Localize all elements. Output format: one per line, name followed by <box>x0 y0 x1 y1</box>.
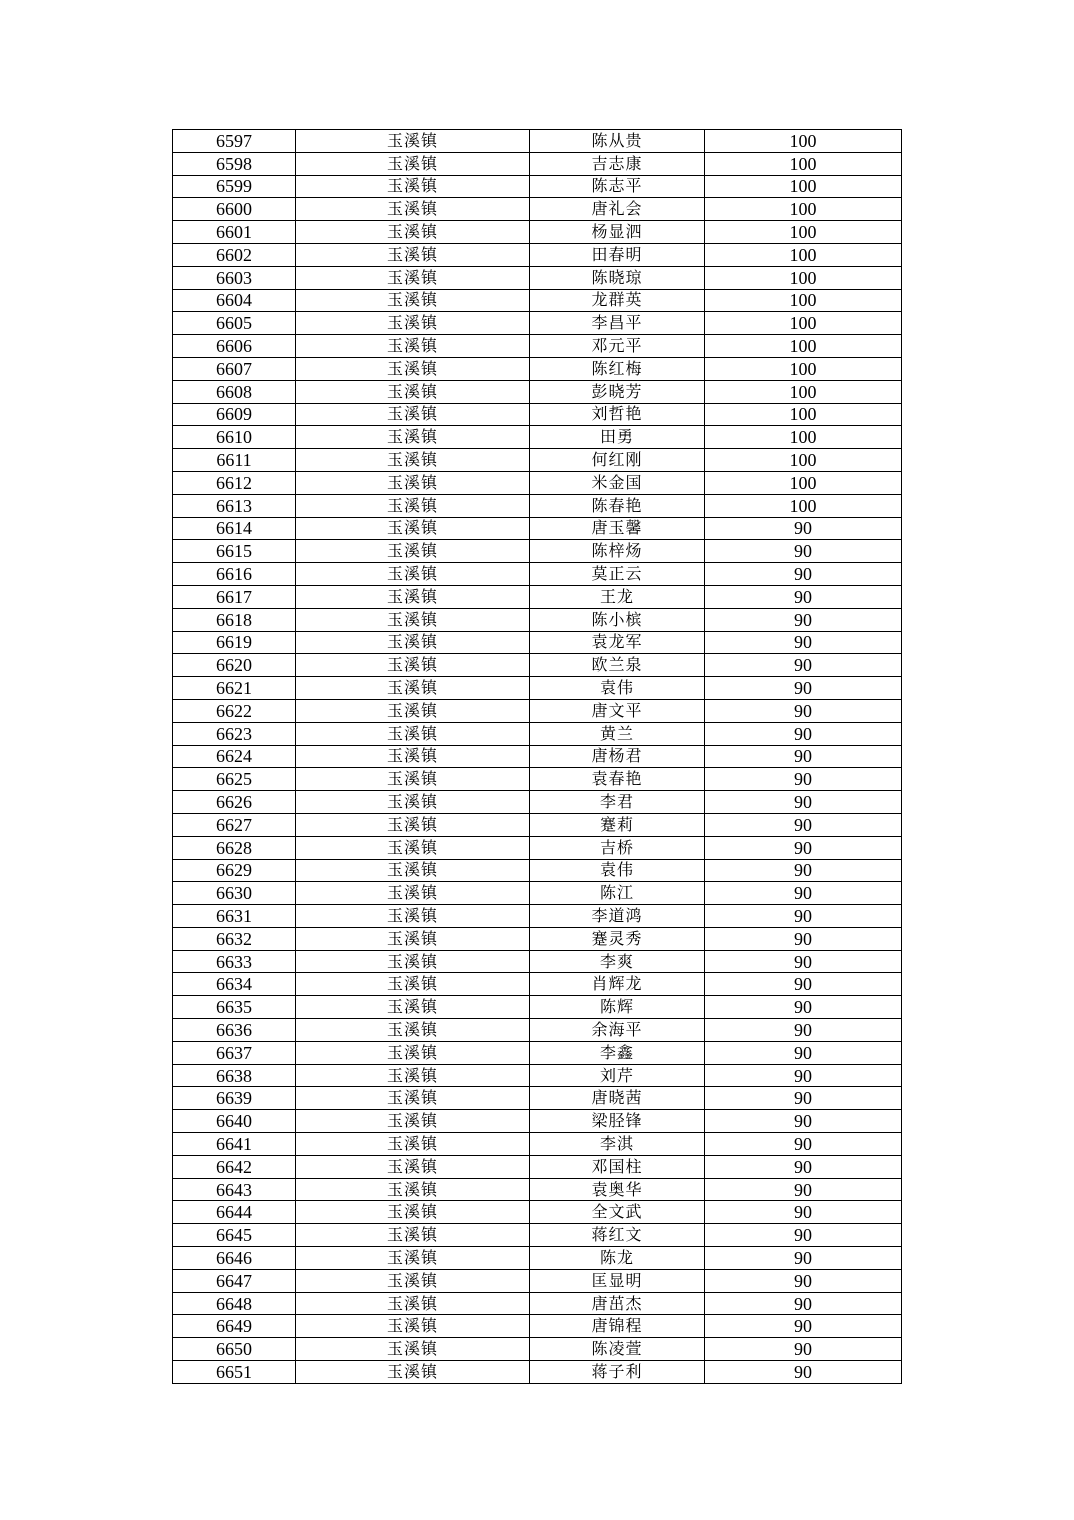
row-number-cell: 6634 <box>173 973 296 996</box>
row-number-cell: 6619 <box>173 631 296 654</box>
amount-cell: 100 <box>705 471 902 494</box>
row-number-cell: 6600 <box>173 198 296 221</box>
row-number-cell: 6632 <box>173 927 296 950</box>
row-number-cell: 6618 <box>173 608 296 631</box>
table-row <box>173 517 902 540</box>
amount-cell: 90 <box>705 1133 902 1156</box>
town-cell: 玉溪镇 <box>296 289 530 312</box>
person-name-cell: 蒋子利 <box>530 1361 705 1384</box>
amount-cell: 90 <box>705 859 902 882</box>
row-number-cell: 6601 <box>173 221 296 244</box>
town-cell: 玉溪镇 <box>296 312 530 335</box>
town-cell: 玉溪镇 <box>296 1361 530 1384</box>
amount-cell: 90 <box>705 768 902 791</box>
amount-cell: 90 <box>705 1064 902 1087</box>
amount-cell: 100 <box>705 357 902 380</box>
person-name-cell: 陈春艳 <box>530 494 705 517</box>
table-row <box>173 243 902 266</box>
town-cell: 玉溪镇 <box>296 449 530 472</box>
town-cell: 玉溪镇 <box>296 836 530 859</box>
table-row <box>173 699 902 722</box>
town-cell: 玉溪镇 <box>296 1315 530 1338</box>
person-name-cell: 黄兰 <box>530 722 705 745</box>
row-number-cell: 6651 <box>173 1361 296 1384</box>
person-name-cell: 刘哲艳 <box>530 403 705 426</box>
row-number-cell: 6613 <box>173 494 296 517</box>
town-cell: 玉溪镇 <box>296 426 530 449</box>
town-cell: 玉溪镇 <box>296 266 530 289</box>
row-number-cell: 6636 <box>173 1019 296 1042</box>
table-row <box>173 950 902 973</box>
table-row <box>173 1269 902 1292</box>
table-row <box>173 1064 902 1087</box>
town-cell: 玉溪镇 <box>296 471 530 494</box>
table-row <box>173 608 902 631</box>
row-number-cell: 6607 <box>173 357 296 380</box>
person-name-cell: 全文武 <box>530 1201 705 1224</box>
person-name-cell: 唐玉馨 <box>530 517 705 540</box>
town-cell: 玉溪镇 <box>296 745 530 768</box>
amount-cell: 90 <box>705 608 902 631</box>
amount-cell: 90 <box>705 563 902 586</box>
table-row <box>173 1133 902 1156</box>
person-name-cell: 米金国 <box>530 471 705 494</box>
row-number-cell: 6621 <box>173 677 296 700</box>
row-number-cell: 6599 <box>173 175 296 198</box>
row-number-cell: 6645 <box>173 1224 296 1247</box>
row-number-cell: 6642 <box>173 1155 296 1178</box>
town-cell: 玉溪镇 <box>296 996 530 1019</box>
amount-cell: 90 <box>705 722 902 745</box>
town-cell: 玉溪镇 <box>296 1338 530 1361</box>
person-name-cell: 彭晓芳 <box>530 380 705 403</box>
row-number-cell: 6602 <box>173 243 296 266</box>
town-cell: 玉溪镇 <box>296 357 530 380</box>
person-name-cell: 袁伟 <box>530 859 705 882</box>
amount-cell: 90 <box>705 745 902 768</box>
table-row <box>173 449 902 472</box>
person-name-cell: 蹇灵秀 <box>530 927 705 950</box>
table-row <box>173 677 902 700</box>
person-name-cell: 唐杨君 <box>530 745 705 768</box>
town-cell: 玉溪镇 <box>296 654 530 677</box>
town-cell: 玉溪镇 <box>296 1064 530 1087</box>
row-number-cell: 6617 <box>173 585 296 608</box>
person-name-cell: 李昌平 <box>530 312 705 335</box>
person-name-cell: 陈小槟 <box>530 608 705 631</box>
person-name-cell: 田勇 <box>530 426 705 449</box>
person-name-cell: 邓元平 <box>530 335 705 358</box>
table-row <box>173 403 902 426</box>
table-row <box>173 1292 902 1315</box>
town-cell: 玉溪镇 <box>296 905 530 928</box>
row-number-cell: 6597 <box>173 130 296 153</box>
amount-cell: 90 <box>705 1178 902 1201</box>
amount-cell: 90 <box>705 540 902 563</box>
table-row <box>173 130 902 153</box>
town-cell: 玉溪镇 <box>296 1178 530 1201</box>
table-row <box>173 540 902 563</box>
table-row <box>173 973 902 996</box>
row-number-cell: 6614 <box>173 517 296 540</box>
table-row <box>173 1247 902 1270</box>
town-cell: 玉溪镇 <box>296 813 530 836</box>
amount-cell: 90 <box>705 699 902 722</box>
row-number-cell: 6644 <box>173 1201 296 1224</box>
row-number-cell: 6633 <box>173 950 296 973</box>
person-name-cell: 何红刚 <box>530 449 705 472</box>
town-cell: 玉溪镇 <box>296 768 530 791</box>
amount-cell: 100 <box>705 221 902 244</box>
row-number-cell: 6624 <box>173 745 296 768</box>
table-row <box>173 198 902 221</box>
town-cell: 玉溪镇 <box>296 540 530 563</box>
person-name-cell: 李道鸿 <box>530 905 705 928</box>
town-cell: 玉溪镇 <box>296 1041 530 1064</box>
table-row <box>173 813 902 836</box>
amount-cell: 100 <box>705 494 902 517</box>
person-name-cell: 陈晓琼 <box>530 266 705 289</box>
person-name-cell: 陈梓炀 <box>530 540 705 563</box>
amount-cell: 90 <box>705 1338 902 1361</box>
person-name-cell: 陈龙 <box>530 1247 705 1270</box>
table-row <box>173 768 902 791</box>
row-number-cell: 6598 <box>173 152 296 175</box>
town-cell: 玉溪镇 <box>296 175 530 198</box>
row-number-cell: 6604 <box>173 289 296 312</box>
table-row <box>173 631 902 654</box>
person-name-cell: 吉志康 <box>530 152 705 175</box>
table-row <box>173 1224 902 1247</box>
person-name-cell: 陈从贵 <box>530 130 705 153</box>
table-row <box>173 380 902 403</box>
row-number-cell: 6603 <box>173 266 296 289</box>
table-row <box>173 312 902 335</box>
table-row <box>173 905 902 928</box>
table-row <box>173 585 902 608</box>
row-number-cell: 6623 <box>173 722 296 745</box>
person-name-cell: 唐礼会 <box>530 198 705 221</box>
town-cell: 玉溪镇 <box>296 243 530 266</box>
person-name-cell: 唐锦程 <box>530 1315 705 1338</box>
table-row <box>173 859 902 882</box>
table-row <box>173 836 902 859</box>
town-cell: 玉溪镇 <box>296 1133 530 1156</box>
town-cell: 玉溪镇 <box>296 1269 530 1292</box>
town-cell: 玉溪镇 <box>296 950 530 973</box>
person-name-cell: 梁胫锋 <box>530 1110 705 1133</box>
town-cell: 玉溪镇 <box>296 380 530 403</box>
row-number-cell: 6648 <box>173 1292 296 1315</box>
amount-cell: 90 <box>705 996 902 1019</box>
person-name-cell: 唐茁杰 <box>530 1292 705 1315</box>
amount-cell: 90 <box>705 905 902 928</box>
person-name-cell: 莫正云 <box>530 563 705 586</box>
town-cell: 玉溪镇 <box>296 1292 530 1315</box>
amount-cell: 100 <box>705 175 902 198</box>
amount-cell: 90 <box>705 813 902 836</box>
row-number-cell: 6611 <box>173 449 296 472</box>
person-name-cell: 余海平 <box>530 1019 705 1042</box>
amount-cell: 90 <box>705 585 902 608</box>
person-name-cell: 袁龙军 <box>530 631 705 654</box>
amount-cell: 90 <box>705 1315 902 1338</box>
table-row <box>173 1041 902 1064</box>
town-cell: 玉溪镇 <box>296 1110 530 1133</box>
row-number-cell: 6608 <box>173 380 296 403</box>
amount-cell: 90 <box>705 654 902 677</box>
person-name-cell: 陈红梅 <box>530 357 705 380</box>
town-cell: 玉溪镇 <box>296 1155 530 1178</box>
table-row <box>173 1155 902 1178</box>
amount-cell: 90 <box>705 1019 902 1042</box>
row-number-cell: 6629 <box>173 859 296 882</box>
table-row <box>173 1178 902 1201</box>
town-cell: 玉溪镇 <box>296 608 530 631</box>
amount-cell: 90 <box>705 1292 902 1315</box>
amount-cell: 100 <box>705 449 902 472</box>
table-row <box>173 1338 902 1361</box>
amount-cell: 100 <box>705 426 902 449</box>
person-name-cell: 田春明 <box>530 243 705 266</box>
table-row <box>173 471 902 494</box>
person-name-cell: 陈江 <box>530 882 705 905</box>
amount-cell: 100 <box>705 380 902 403</box>
table-row <box>173 996 902 1019</box>
person-name-cell: 陈志平 <box>530 175 705 198</box>
amount-cell: 90 <box>705 1224 902 1247</box>
person-name-cell: 蹇莉 <box>530 813 705 836</box>
row-number-cell: 6631 <box>173 905 296 928</box>
row-number-cell: 6646 <box>173 1247 296 1270</box>
row-number-cell: 6610 <box>173 426 296 449</box>
amount-cell: 100 <box>705 312 902 335</box>
table-row <box>173 494 902 517</box>
town-cell: 玉溪镇 <box>296 1087 530 1110</box>
town-cell: 玉溪镇 <box>296 1201 530 1224</box>
table-row <box>173 1361 902 1384</box>
person-name-cell: 李淇 <box>530 1133 705 1156</box>
table-row <box>173 221 902 244</box>
town-cell: 玉溪镇 <box>296 585 530 608</box>
town-cell: 玉溪镇 <box>296 198 530 221</box>
amount-cell: 90 <box>705 631 902 654</box>
town-cell: 玉溪镇 <box>296 699 530 722</box>
town-cell: 玉溪镇 <box>296 1224 530 1247</box>
person-name-cell: 李爽 <box>530 950 705 973</box>
table-row <box>173 426 902 449</box>
town-cell: 玉溪镇 <box>296 882 530 905</box>
person-name-cell: 邓国柱 <box>530 1155 705 1178</box>
town-cell: 玉溪镇 <box>296 517 530 540</box>
person-name-cell: 李君 <box>530 791 705 814</box>
amount-cell: 100 <box>705 289 902 312</box>
person-name-cell: 龙群英 <box>530 289 705 312</box>
amount-cell: 90 <box>705 517 902 540</box>
amount-cell: 90 <box>705 1087 902 1110</box>
row-number-cell: 6628 <box>173 836 296 859</box>
town-cell: 玉溪镇 <box>296 973 530 996</box>
town-cell: 玉溪镇 <box>296 494 530 517</box>
row-number-cell: 6650 <box>173 1338 296 1361</box>
amount-cell: 100 <box>705 130 902 153</box>
row-number-cell: 6616 <box>173 563 296 586</box>
table-row <box>173 927 902 950</box>
town-cell: 玉溪镇 <box>296 221 530 244</box>
row-number-cell: 6640 <box>173 1110 296 1133</box>
person-name-cell: 欧兰泉 <box>530 654 705 677</box>
person-name-cell: 王龙 <box>530 585 705 608</box>
row-number-cell: 6641 <box>173 1133 296 1156</box>
table-row <box>173 1019 902 1042</box>
table-row <box>173 289 902 312</box>
town-cell: 玉溪镇 <box>296 722 530 745</box>
row-number-cell: 6605 <box>173 312 296 335</box>
table-row <box>173 791 902 814</box>
row-number-cell: 6647 <box>173 1269 296 1292</box>
amount-cell: 90 <box>705 836 902 859</box>
person-name-cell: 肖辉龙 <box>530 973 705 996</box>
row-number-cell: 6615 <box>173 540 296 563</box>
amount-cell: 90 <box>705 1269 902 1292</box>
person-name-cell: 唐晓茜 <box>530 1087 705 1110</box>
amount-cell: 90 <box>705 1041 902 1064</box>
person-name-cell: 杨显泗 <box>530 221 705 244</box>
row-number-cell: 6649 <box>173 1315 296 1338</box>
town-cell: 玉溪镇 <box>296 927 530 950</box>
person-name-cell: 匡显明 <box>530 1269 705 1292</box>
amount-cell: 90 <box>705 882 902 905</box>
table-row <box>173 1110 902 1133</box>
row-number-cell: 6639 <box>173 1087 296 1110</box>
row-number-cell: 6620 <box>173 654 296 677</box>
table-row <box>173 1201 902 1224</box>
town-cell: 玉溪镇 <box>296 859 530 882</box>
row-number-cell: 6643 <box>173 1178 296 1201</box>
town-cell: 玉溪镇 <box>296 677 530 700</box>
row-number-cell: 6637 <box>173 1041 296 1064</box>
person-name-cell: 袁伟 <box>530 677 705 700</box>
person-name-cell: 唐文平 <box>530 699 705 722</box>
person-name-cell: 吉桥 <box>530 836 705 859</box>
amount-cell: 90 <box>705 1110 902 1133</box>
table-row <box>173 357 902 380</box>
amount-cell: 100 <box>705 403 902 426</box>
table-row <box>173 722 902 745</box>
person-name-cell: 袁奥华 <box>530 1178 705 1201</box>
row-number-cell: 6638 <box>173 1064 296 1087</box>
table-row <box>173 1315 902 1338</box>
amount-cell: 90 <box>705 1247 902 1270</box>
person-name-cell: 刘芹 <box>530 1064 705 1087</box>
person-name-cell: 袁春艳 <box>530 768 705 791</box>
person-name-cell: 陈辉 <box>530 996 705 1019</box>
table-row <box>173 152 902 175</box>
roster-table <box>172 129 902 1384</box>
person-name-cell: 李鑫 <box>530 1041 705 1064</box>
row-number-cell: 6609 <box>173 403 296 426</box>
amount-cell: 90 <box>705 927 902 950</box>
town-cell: 玉溪镇 <box>296 335 530 358</box>
row-number-cell: 6606 <box>173 335 296 358</box>
amount-cell: 90 <box>705 950 902 973</box>
table-row <box>173 175 902 198</box>
table-row <box>173 882 902 905</box>
amount-cell: 90 <box>705 973 902 996</box>
row-number-cell: 6612 <box>173 471 296 494</box>
amount-cell: 100 <box>705 266 902 289</box>
table-row <box>173 563 902 586</box>
town-cell: 玉溪镇 <box>296 1247 530 1270</box>
person-name-cell: 陈凌萱 <box>530 1338 705 1361</box>
row-number-cell: 6627 <box>173 813 296 836</box>
amount-cell: 90 <box>705 677 902 700</box>
table-row <box>173 1087 902 1110</box>
amount-cell: 90 <box>705 1361 902 1384</box>
row-number-cell: 6625 <box>173 768 296 791</box>
town-cell: 玉溪镇 <box>296 152 530 175</box>
town-cell: 玉溪镇 <box>296 403 530 426</box>
table-row <box>173 335 902 358</box>
roster-table-body <box>173 130 902 1384</box>
town-cell: 玉溪镇 <box>296 631 530 654</box>
amount-cell: 100 <box>705 152 902 175</box>
amount-cell: 90 <box>705 1155 902 1178</box>
amount-cell: 100 <box>705 243 902 266</box>
row-number-cell: 6630 <box>173 882 296 905</box>
row-number-cell: 6622 <box>173 699 296 722</box>
town-cell: 玉溪镇 <box>296 791 530 814</box>
town-cell: 玉溪镇 <box>296 563 530 586</box>
table-row <box>173 745 902 768</box>
table-row <box>173 266 902 289</box>
amount-cell: 90 <box>705 791 902 814</box>
amount-cell: 100 <box>705 198 902 221</box>
row-number-cell: 6635 <box>173 996 296 1019</box>
town-cell: 玉溪镇 <box>296 130 530 153</box>
amount-cell: 100 <box>705 335 902 358</box>
town-cell: 玉溪镇 <box>296 1019 530 1042</box>
amount-cell: 90 <box>705 1201 902 1224</box>
row-number-cell: 6626 <box>173 791 296 814</box>
person-name-cell: 蒋红文 <box>530 1224 705 1247</box>
table-row <box>173 654 902 677</box>
